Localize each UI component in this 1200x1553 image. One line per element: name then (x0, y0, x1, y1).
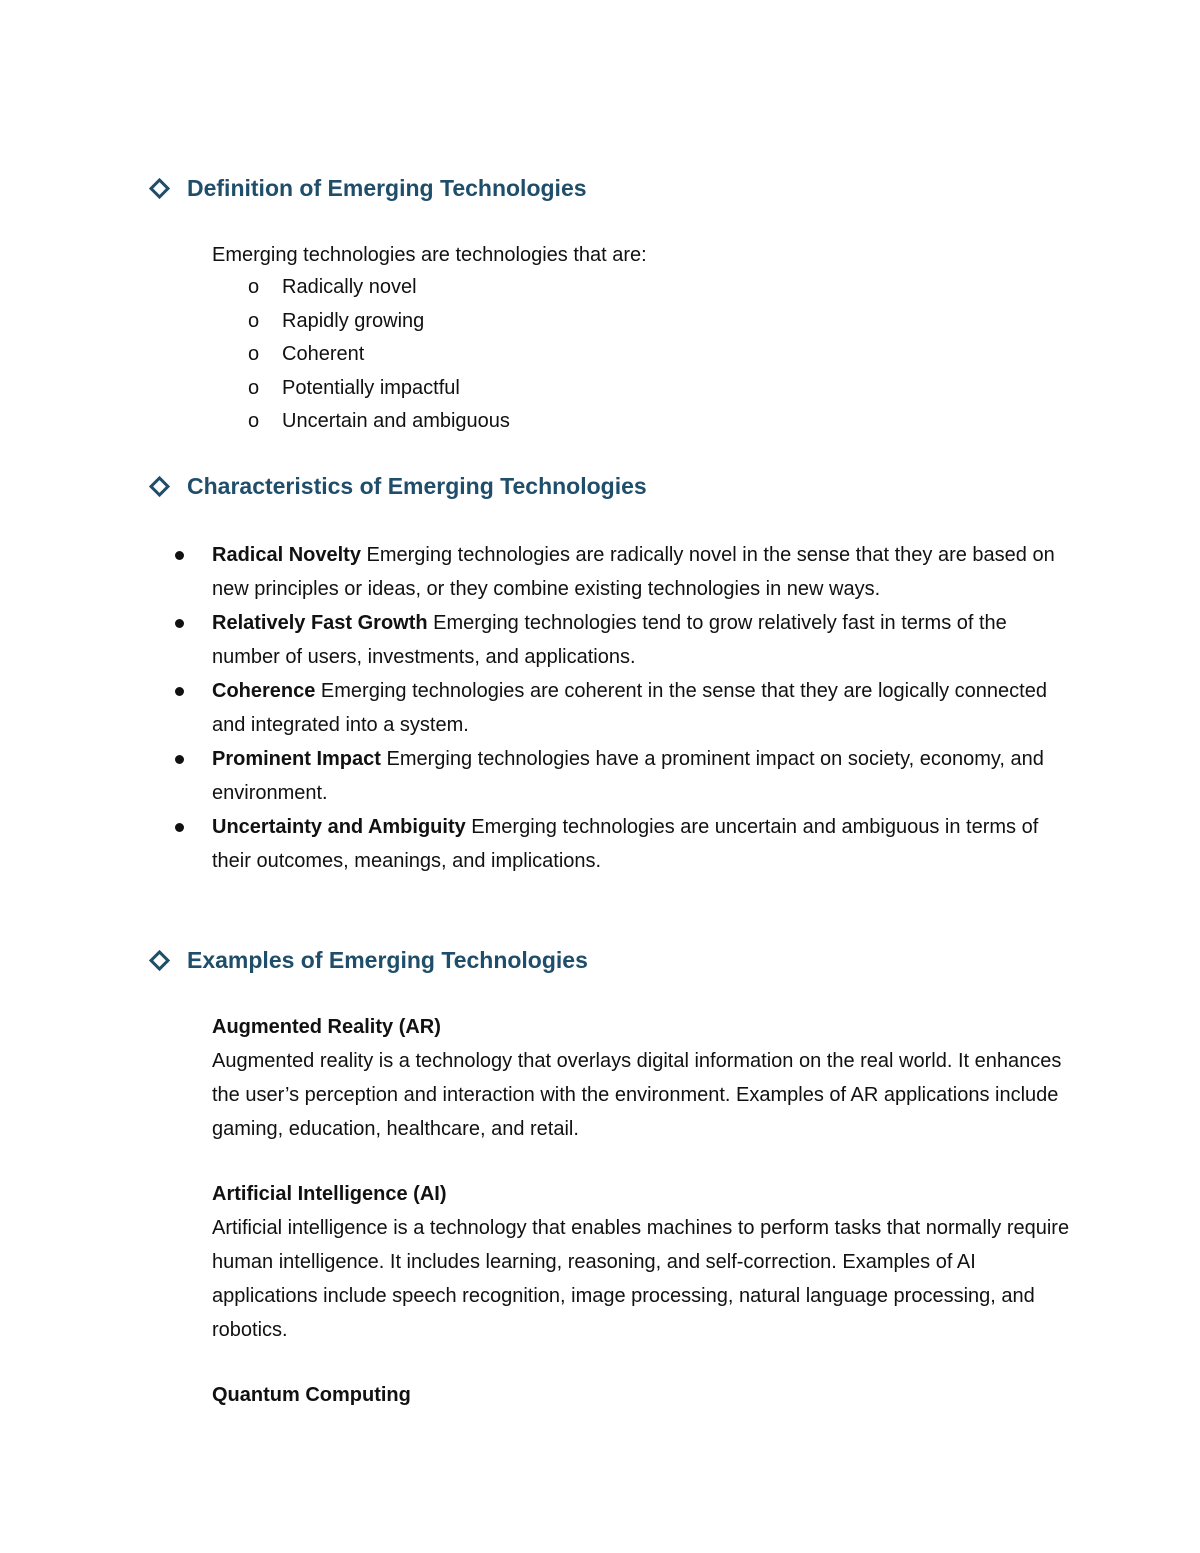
circle-bullet-icon: o (248, 410, 260, 433)
diamond-bullet-icon (149, 950, 170, 971)
dot-bullet-icon (175, 687, 184, 696)
list-item: Radical Novelty Emerging technologies are radically novel in the sense that they are based on new principles or ideas, or they combine existing technologies in new ways. (212, 538, 1072, 606)
diamond-bullet-icon (149, 178, 170, 199)
circle-bullet-icon: o (248, 376, 260, 399)
list-item: o Uncertain and ambiguous (248, 410, 510, 433)
example-title: Augmented Reality (AR) (212, 1016, 441, 1038)
example-title: Quantum Computing (212, 1384, 411, 1406)
circle-bullet-icon: o (248, 309, 260, 332)
example-body: Augmented reality is a technology that overlays digital information on the real world. It enhances the user’s perception and interaction with the environment. Examples of AR applications include gaming, education, healthcare, and retail. (212, 1050, 1062, 1140)
characteristic-term: Prominent Impact (212, 748, 381, 770)
dot-bullet-icon (175, 551, 184, 560)
example-ai (212, 1177, 1072, 1347)
examples-heading-text: Examples of Emerging Technologies (187, 947, 588, 973)
diamond-bullet-icon (149, 476, 170, 497)
list-item: o Rapidly growing (248, 309, 425, 332)
dot-bullet-icon (175, 619, 184, 628)
list-item: Coherence Emerging technologies are coherent in the sense that they are logically connected and integrated into a system. (212, 674, 1072, 742)
list-item: o Potentially impactful (248, 376, 460, 399)
definition-heading (150, 175, 587, 202)
definition-intro: Emerging technologies are technologies that are: (212, 244, 647, 266)
definition-list (248, 271, 510, 439)
list-item: o Coherent (248, 343, 365, 366)
example-body: Artificial intelligence is a technology that enables machines to perform tasks that normally require human intelligence. It includes learning, reasoning, and self-correction. Examples of AI applications include speech recognition, image processing, natural language processing, and robotics. (212, 1217, 1070, 1341)
examples-heading (150, 947, 588, 974)
list-item: o Radically novel (248, 276, 417, 299)
characteristic-term: Coherence (212, 680, 316, 702)
characteristics-heading (150, 473, 647, 500)
dot-bullet-icon (175, 755, 184, 764)
circle-bullet-icon: o (248, 343, 260, 366)
list-item: Relatively Fast Growth Emerging technologies tend to grow relatively fast in terms of the number of users, investments, and applications. (212, 606, 1072, 674)
characteristics-list (212, 538, 1072, 878)
example-quantum (212, 1378, 1072, 1412)
characteristics-heading-text: Characteristics of Emerging Technologies (187, 473, 647, 499)
list-item: Prominent Impact Emerging technologies have a prominent impact on society, economy, and environment. (212, 742, 1072, 810)
example-ar (212, 1010, 1072, 1146)
example-title: Artificial Intelligence (AI) (212, 1183, 447, 1205)
characteristic-term: Radical Novelty (212, 544, 361, 566)
circle-bullet-icon: o (248, 276, 260, 299)
list-item: Uncertainty and Ambiguity Emerging technologies are uncertain and ambiguous in terms of their outcomes, meanings, and implications. (212, 810, 1072, 878)
definition-heading-text: Definition of Emerging Technologies (187, 175, 587, 201)
dot-bullet-icon (175, 823, 184, 832)
characteristic-term: Uncertainty and Ambiguity (212, 816, 466, 838)
characteristic-term: Relatively Fast Growth (212, 612, 428, 634)
